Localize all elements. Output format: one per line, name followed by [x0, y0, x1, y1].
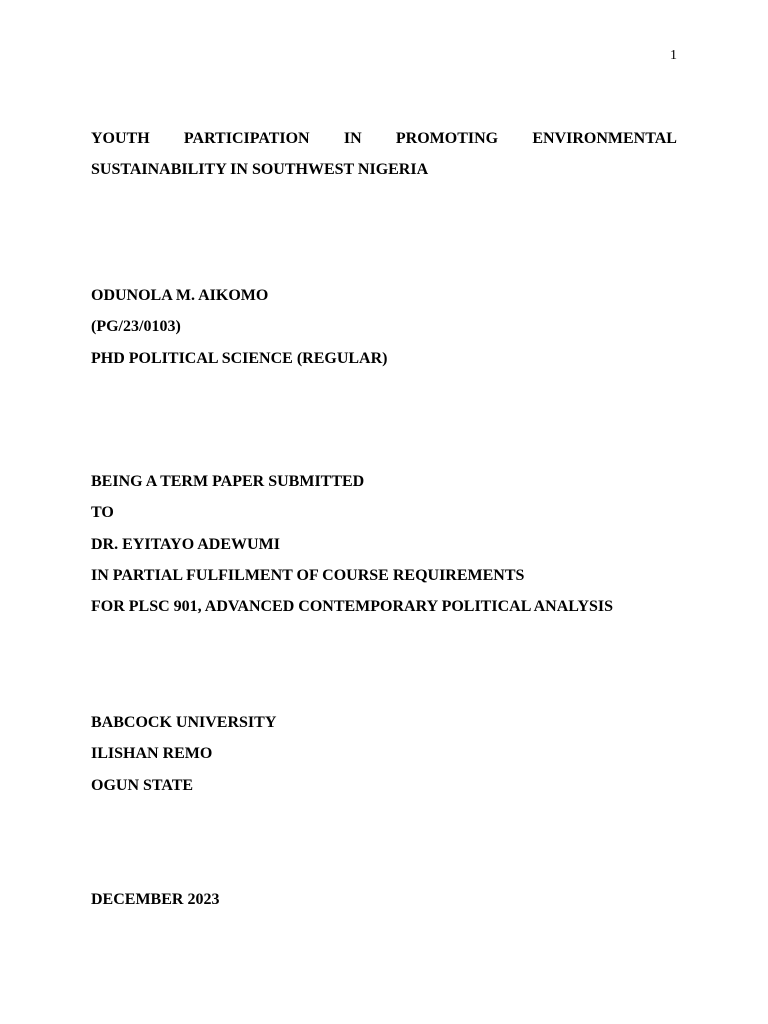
paper-title — [91, 129, 677, 192]
submission-line: BEING A TERM PAPER SUBMITTED — [91, 473, 365, 490]
title-line-2: SUSTAINABILITY IN SOUTHWEST NIGERIA — [91, 161, 429, 179]
submission-line: TO — [91, 504, 114, 522]
title-word: PARTICIPATION — [183, 130, 310, 147]
submission-line: IN PARTIAL FULFILMENT OF COURSE REQUIREMENTS — [91, 566, 525, 584]
title-word: PROMOTING — [395, 130, 499, 147]
institution-block — [91, 713, 677, 807]
title-line-1 — [91, 129, 677, 160]
university-name: BABCOCK UNIVERSITY — [91, 714, 277, 731]
course-line: FOR PLSC 901, ADVANCED CONTEMPORARY POLITICAL ANALYSIS — [91, 598, 614, 616]
author-block — [91, 286, 677, 380]
programme: PHD POLITICAL SCIENCE (REGULAR) — [91, 349, 388, 367]
submission-date: DECEMBER 2023 — [91, 891, 220, 908]
author-name: ODUNOLA M. AIKOMO — [91, 287, 269, 304]
title-word: IN — [343, 130, 362, 147]
date-block — [91, 890, 677, 921]
submission-block — [91, 472, 677, 628]
page-number: 1 — [670, 48, 677, 63]
matric-number: (PG/23/0103) — [91, 318, 181, 336]
title-word: YOUTH — [91, 130, 150, 147]
university-town: ILISHAN REMO — [91, 745, 213, 763]
title-word: ENVIRONMENTAL — [532, 130, 677, 147]
university-state: OGUN STATE — [91, 776, 194, 794]
supervisor-name: DR. EYITAYO ADEWUMI — [91, 535, 280, 553]
